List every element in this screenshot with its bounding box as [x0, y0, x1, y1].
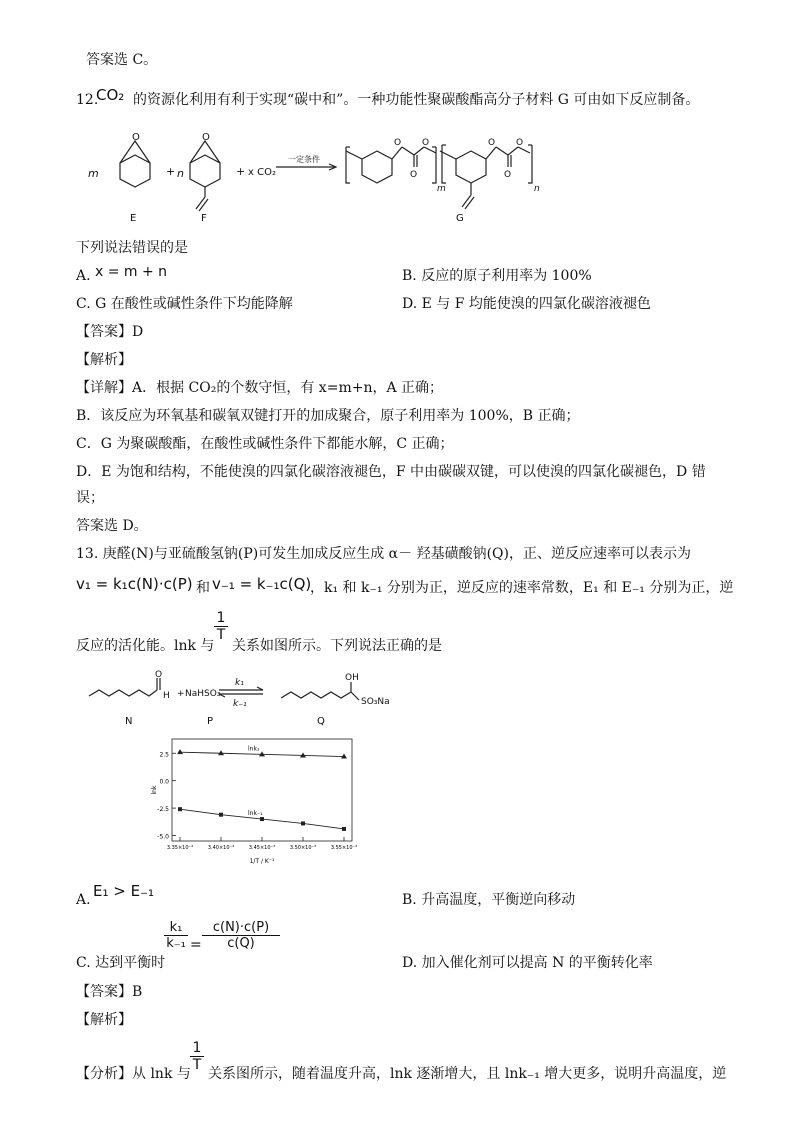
y-tick-label: -5.0: [157, 833, 169, 841]
scheme-plus-1: +: [166, 165, 176, 178]
q12-option-c: C. G 在酸性或碱性条件下均能降解: [76, 296, 293, 312]
label-e: E: [130, 213, 137, 224]
q13-option-a-math: E₁ > E₋₁: [93, 882, 155, 900]
q13-c-numerator: c(N)·c(P): [212, 920, 270, 935]
svg-text:O: O: [394, 138, 402, 148]
q13-and: 和: [196, 580, 210, 596]
q13-c-fraction-k: [164, 920, 188, 951]
q12-answer: 【答案】D: [76, 324, 144, 340]
line-answer-c: 答案选 C。: [86, 52, 158, 68]
point-square: [178, 807, 182, 811]
q13-stem-1: 13. 庚醛(N)与亚硫酸氢钠(P)可发生加成反应生成 α－ 羟基磺酸钠(Q)，正、逆反应速率可以表示为: [76, 546, 691, 562]
svg-text:O: O: [132, 132, 140, 143]
scheme2-plus: +: [177, 689, 185, 699]
x-tick-label: 3.50×10⁻³: [289, 845, 317, 851]
scheme2-k1: k₁: [235, 678, 244, 688]
q13-c-equals: =: [190, 937, 202, 953]
q-so3na: SO₃Na: [361, 697, 390, 707]
q12-option-d: D. E 与 F 均能使溴的四氯化碳溶液褪色: [402, 296, 651, 312]
epoxide-f-ring: [190, 155, 220, 187]
label-f: F: [201, 213, 207, 224]
q13-option-c-label: C. 达到平衡时: [76, 955, 166, 971]
q13-analysis-1: 【分析】从 lnk 与: [76, 1066, 191, 1082]
q13-answer: 【答案】B: [76, 984, 143, 1000]
q12-analysis-heading: 【解析】: [76, 352, 132, 368]
q12-detail-1: 【详解】A．根据 CO₂的个数守恒，有 x=m+n，A 正确；: [76, 380, 444, 396]
point-square: [260, 817, 264, 821]
x-tick-label: 3.45×10⁻³: [248, 845, 276, 851]
scheme2-nahso3: NaHSO₃: [185, 689, 221, 699]
q13-analysis-heading: 【解析】: [76, 1012, 132, 1028]
scheme-m-subscript: m: [437, 184, 446, 194]
q13-fraction-num: 1: [216, 610, 226, 626]
scheme-plus-2: +: [236, 165, 246, 178]
q13-analysis-2: 关系图所示，随着温度升高，lnk 逐渐增大，且 lnk₋₁ 增大更多，说明升高温度，逆: [208, 1066, 727, 1082]
point-square: [342, 827, 346, 831]
point-triangle: [177, 749, 183, 754]
point-square: [301, 821, 305, 825]
q13-analysis-fraction: [190, 1040, 204, 1073]
y-tick-label: -2.5: [157, 806, 169, 814]
q12-question: 下列说法错误的是: [76, 240, 188, 256]
series-label-1: lnk₋₁: [248, 810, 263, 818]
svg-text:O: O: [422, 138, 430, 148]
q13-c-denominator: c(Q): [202, 935, 280, 951]
q13-c-fraction-c: [202, 920, 280, 951]
q12-detail-2: B．该反应为环氧基和碳氧双键打开的加成聚合，原子利用率为 100%，B 正确；: [76, 408, 580, 424]
svg-text:O: O: [155, 670, 163, 680]
svg-text:O: O: [410, 170, 418, 180]
scheme-m: m: [88, 167, 99, 180]
reaction-scheme-q: [85, 672, 545, 732]
x-axis-label: 1/T / K⁻¹: [249, 858, 275, 865]
y-tick-label: 0.0: [159, 778, 169, 786]
q12-detail-3: C．G 为聚碳酸酯，在酸性或碱性条件下都能水解，C 正确；: [76, 436, 454, 452]
svg-text:O: O: [516, 138, 524, 148]
scheme-xco2: x CO₂: [248, 167, 276, 178]
lnk-vs-inverse-t-chart: [148, 733, 368, 868]
q-chain: [281, 692, 351, 698]
q12-co2: CO₂: [96, 86, 125, 104]
q12-detail-4: D．E 为饱和结构，不能使溴的四氯化碳溶液褪色，F 中由碳碳双键，可以使溴的四氯化碳褪色，D 错: [76, 464, 706, 480]
q13-analysis-fraction-den: T: [190, 1056, 204, 1073]
aldehyde-h: H: [163, 691, 170, 701]
label-g: G: [456, 213, 464, 224]
label-p: P: [207, 716, 214, 727]
scheme-condition: 一定条件: [288, 155, 320, 164]
q12-option-b: B. 反应的原子利用率为 100%: [402, 268, 592, 284]
q12-option-a-label: A.: [76, 268, 91, 284]
y-axis-label: lnk: [151, 785, 158, 795]
x-tick-label: 3.35×10⁻³: [166, 845, 194, 851]
epoxide-e-ring: [120, 155, 150, 187]
x-tick-label: 3.55×10⁻³: [330, 845, 358, 851]
scheme2-km1: k₋₁: [233, 699, 247, 709]
q13-stem-2a: 反应的活化能。lnk 与: [76, 638, 215, 654]
polymer-ring-1: [362, 151, 392, 183]
q12-stem: 的资源化利用有利于实现“碳中和”。一种功能性聚碳酸酯高分子材料 G 可由如下反应制备。: [133, 92, 700, 108]
q13-rate-reverse: v₋₁ = k₋₁c(Q): [212, 575, 312, 593]
svg-text:O: O: [202, 132, 210, 143]
series-label-0: lnk₁: [248, 745, 260, 753]
q12-detail-5: 误；: [76, 490, 104, 506]
q13-c-k1: k₁: [169, 920, 183, 935]
q13-constants: ，k₁ 和 k₋₁ 分别为正，逆反应的速率常数，E₁ 和 E₋₁ 分别为正，逆: [310, 580, 734, 596]
q13-rate-forward: v₁ = k₁c(N)·c(P): [76, 575, 193, 593]
y-tick-label: 2.5: [159, 751, 169, 759]
q12-option-a-math: x = m + n: [95, 264, 168, 280]
q12-final-answer: 答案选 D。: [76, 518, 148, 534]
svg-text:O: O: [488, 138, 496, 148]
label-n: N: [125, 716, 133, 727]
q13-option-b: B. 升高温度，平衡逆向移动: [402, 892, 576, 908]
label-q: Q: [317, 716, 325, 727]
x-tick-label: 3.40×10⁻³: [207, 845, 235, 851]
point-square: [219, 813, 223, 817]
q-oh: OH: [345, 673, 359, 683]
q13-c-km1: k₋₁: [164, 935, 188, 951]
q13-fraction-den: T: [214, 626, 228, 643]
q12-number: 12.: [76, 92, 99, 108]
q13-fraction: [214, 610, 228, 643]
q13-option-d: D. 加入催化剂可以提高 N 的平衡转化率: [402, 955, 653, 971]
scheme-n: n: [177, 167, 184, 180]
q13-option-a-label: A.: [76, 892, 91, 908]
svg-text:O: O: [504, 170, 512, 180]
q13-stem-2b: 关系如图所示。下列说法正确的是: [232, 638, 442, 654]
polymer-ring-2: [456, 151, 486, 183]
scheme-n-subscript: n: [534, 184, 540, 194]
heptanal-chain: [89, 690, 157, 696]
q13-analysis-fraction-num: 1: [192, 1040, 202, 1056]
reaction-scheme-g: [80, 125, 800, 225]
